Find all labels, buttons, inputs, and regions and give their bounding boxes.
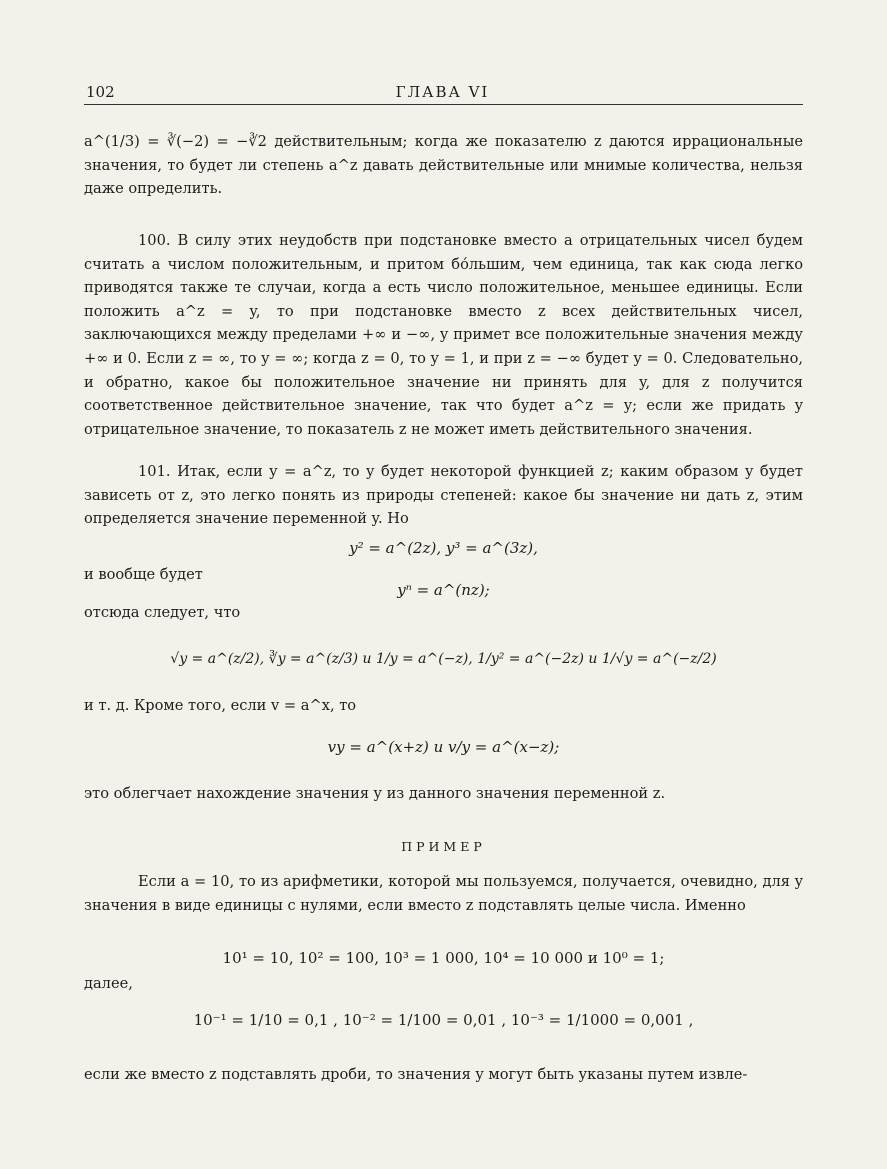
header-rule xyxy=(84,104,803,105)
paragraph-100-text: 100. В силу этих неудобств при подстановке вместо a отрицательных чисел будем считать a числом положительным, и притом бо́льшим, чем единица, так как сюда легко приводятся также те случаи, когда a есть число положительное, меньшее единицы. Если положить a^z = y, то при подстановке вместо z всех действительных чисел, заключающихся между пределами +∞ и −∞, y примет все положительные значения между +∞ и 0. Если z = ∞, то y = ∞; когда z = 0, то y = 1, и при z = −∞ будет y = 0. Следовательно, и обратно, какое бы положительное значение ни принять для y, для z получится соответственное действительное значение, так что будет a^z = y; если же придать y отрицательное значение, то показатель z не может иметь действительного значения. xyxy=(84,232,803,438)
running-header xyxy=(86,83,799,105)
equation-negative-powers: 10⁻¹ = 1/10 = 0,1 , 10⁻² = 1/100 = 0,01 , 10⁻³ = 1/1000 = 0,001 , xyxy=(193,1011,694,1029)
example-heading: ПРИМЕР xyxy=(401,839,486,854)
paragraph-example xyxy=(84,870,803,917)
equation-product-quotient: vy = a^(x+z) и v/y = a^(x−z); xyxy=(327,738,560,756)
paragraph-101-text: 101. Итак, если y = a^z, то y будет некоторой функцией z; каким образом y будет зависеть от z, это легко понять из природы степеней: какое бы значение ни дать z, этим определяется значение переменной y. Но xyxy=(84,463,803,528)
paragraph-100 xyxy=(84,229,803,441)
text-vobsche: и вообще будет xyxy=(84,566,203,583)
paragraph-example-text: Если a = 10, то из арифметики, которой мы пользуемся, получается, очевидно, для y значения в виде единицы с нулями, если вместо z подставлять целые числа. Именно xyxy=(84,873,803,914)
paragraph-top: a^(1/3) = ∛(−2) = −∛2 действительным; когда же показателю z даются иррациональные значения, то будет ли степень a^z давать действительные или мнимые количества, нельзя даже определить. xyxy=(84,133,803,198)
text-oblegchaet: это облегчает нахождение значения y из данного значения переменной z. xyxy=(84,785,666,802)
paragraph-101 xyxy=(84,460,803,531)
page-number: 102 xyxy=(86,83,115,101)
text-otsyuda: отсюда следует, что xyxy=(84,604,241,621)
equation-roots: √y = a^(z/2), ∛y = a^(z/3) и 1/y = a^(−z), 1/y² = a^(−2z) и 1/√y = a^(−z/2) xyxy=(170,651,717,667)
paragraph-last: если же вместо z подставлять дроби, то значения y могут быть указаны путем извле- xyxy=(84,1066,748,1083)
equation-general-power: yⁿ = a^(nz); xyxy=(397,581,490,599)
text-kromе: и т. д. Кроме того, если v = a^x, то xyxy=(84,697,357,714)
text-dalee: далее, xyxy=(84,975,133,992)
equation-powers: y² = a^(2z), y³ = a^(3z), xyxy=(349,539,538,557)
chapter-title: ГЛАВА VI xyxy=(395,83,490,101)
equation-powers-of-ten: 10¹ = 10, 10² = 100, 10³ = 1 000, 10⁴ = 10 000 и 10⁰ = 1; xyxy=(222,949,665,967)
